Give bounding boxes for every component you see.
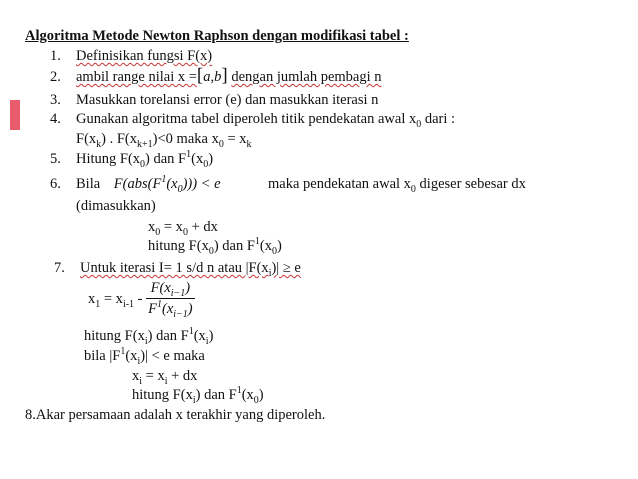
step-7: 7. Untuk iterasi I= 1 s/d n atau $|F(x_i)| \ge e$ bbox=[54, 260, 301, 279]
margin-marker bbox=[10, 100, 20, 130]
step-6-text: maka pendekatan awal $x_0$ digeser sebesar dx bbox=[268, 176, 526, 195]
step-3: 3. Masukkan torelansi error (e) dan masukkan iterasi n bbox=[50, 92, 379, 108]
step-6-compute: hitung $F(x_0)$ dan $F^1(x_0)$ bbox=[148, 236, 282, 257]
step-6-note: (dimasukkan) bbox=[76, 198, 156, 214]
step-7-recompute: hitung $F(x_i)$ dan $F^1(x_0)$ bbox=[132, 385, 264, 406]
step-6-assign: $x_0 = x_0$ + dx bbox=[148, 219, 218, 238]
page-title: Algoritma Metode Newton Raphson dengan modifikasi tabel : bbox=[25, 28, 409, 44]
step-1: 1. Definisikan fungsi F(x) bbox=[50, 48, 213, 64]
newton-fraction: $\frac{F(x_{i-1})}{F^1(x_{i-1})}$ bbox=[148, 280, 193, 320]
step-7-condition: bila $|F^1(x_i)| < e$ maka bbox=[84, 346, 205, 367]
step-4: 4. Gunakan algoritma tabel diperoleh titik pendekatan awal $x_0$ dari : bbox=[50, 111, 456, 130]
step-7-compute: hitung $F(x_i)$ dan $F^1(x_i)$ bbox=[84, 326, 214, 347]
step-7-formula: $x_1 = x_{i-1}$ - $\frac{F(x_{i-1})}{F^1(x_{i-1})}$ bbox=[88, 280, 193, 320]
step-8: 8.Akar persamaan adalah x terakhir yang diperoleh. bbox=[25, 407, 326, 423]
step-7-assign: $x_i = x_i$ + dx bbox=[132, 368, 198, 387]
step-5: 5. Hitung $F(x_0)$ dan $F^1(x_0)$ bbox=[50, 149, 214, 170]
step-2: 2. ambil range nilai x =[a,b] dengan jumlah pembagi n bbox=[50, 65, 382, 86]
step-6: 6. Bila $F(abs(F^1(x_0))) < e$ maka pendekatan awal $x_0$ digeser sebesar dx bbox=[50, 174, 526, 195]
step-4-condition: $F(x_k)$ . $F(x_{k+1})<0$ maka $x_0 = x_k$ bbox=[76, 131, 252, 150]
step-6-math: $F(abs(F^1(x_0))) < e$ bbox=[113, 174, 221, 195]
